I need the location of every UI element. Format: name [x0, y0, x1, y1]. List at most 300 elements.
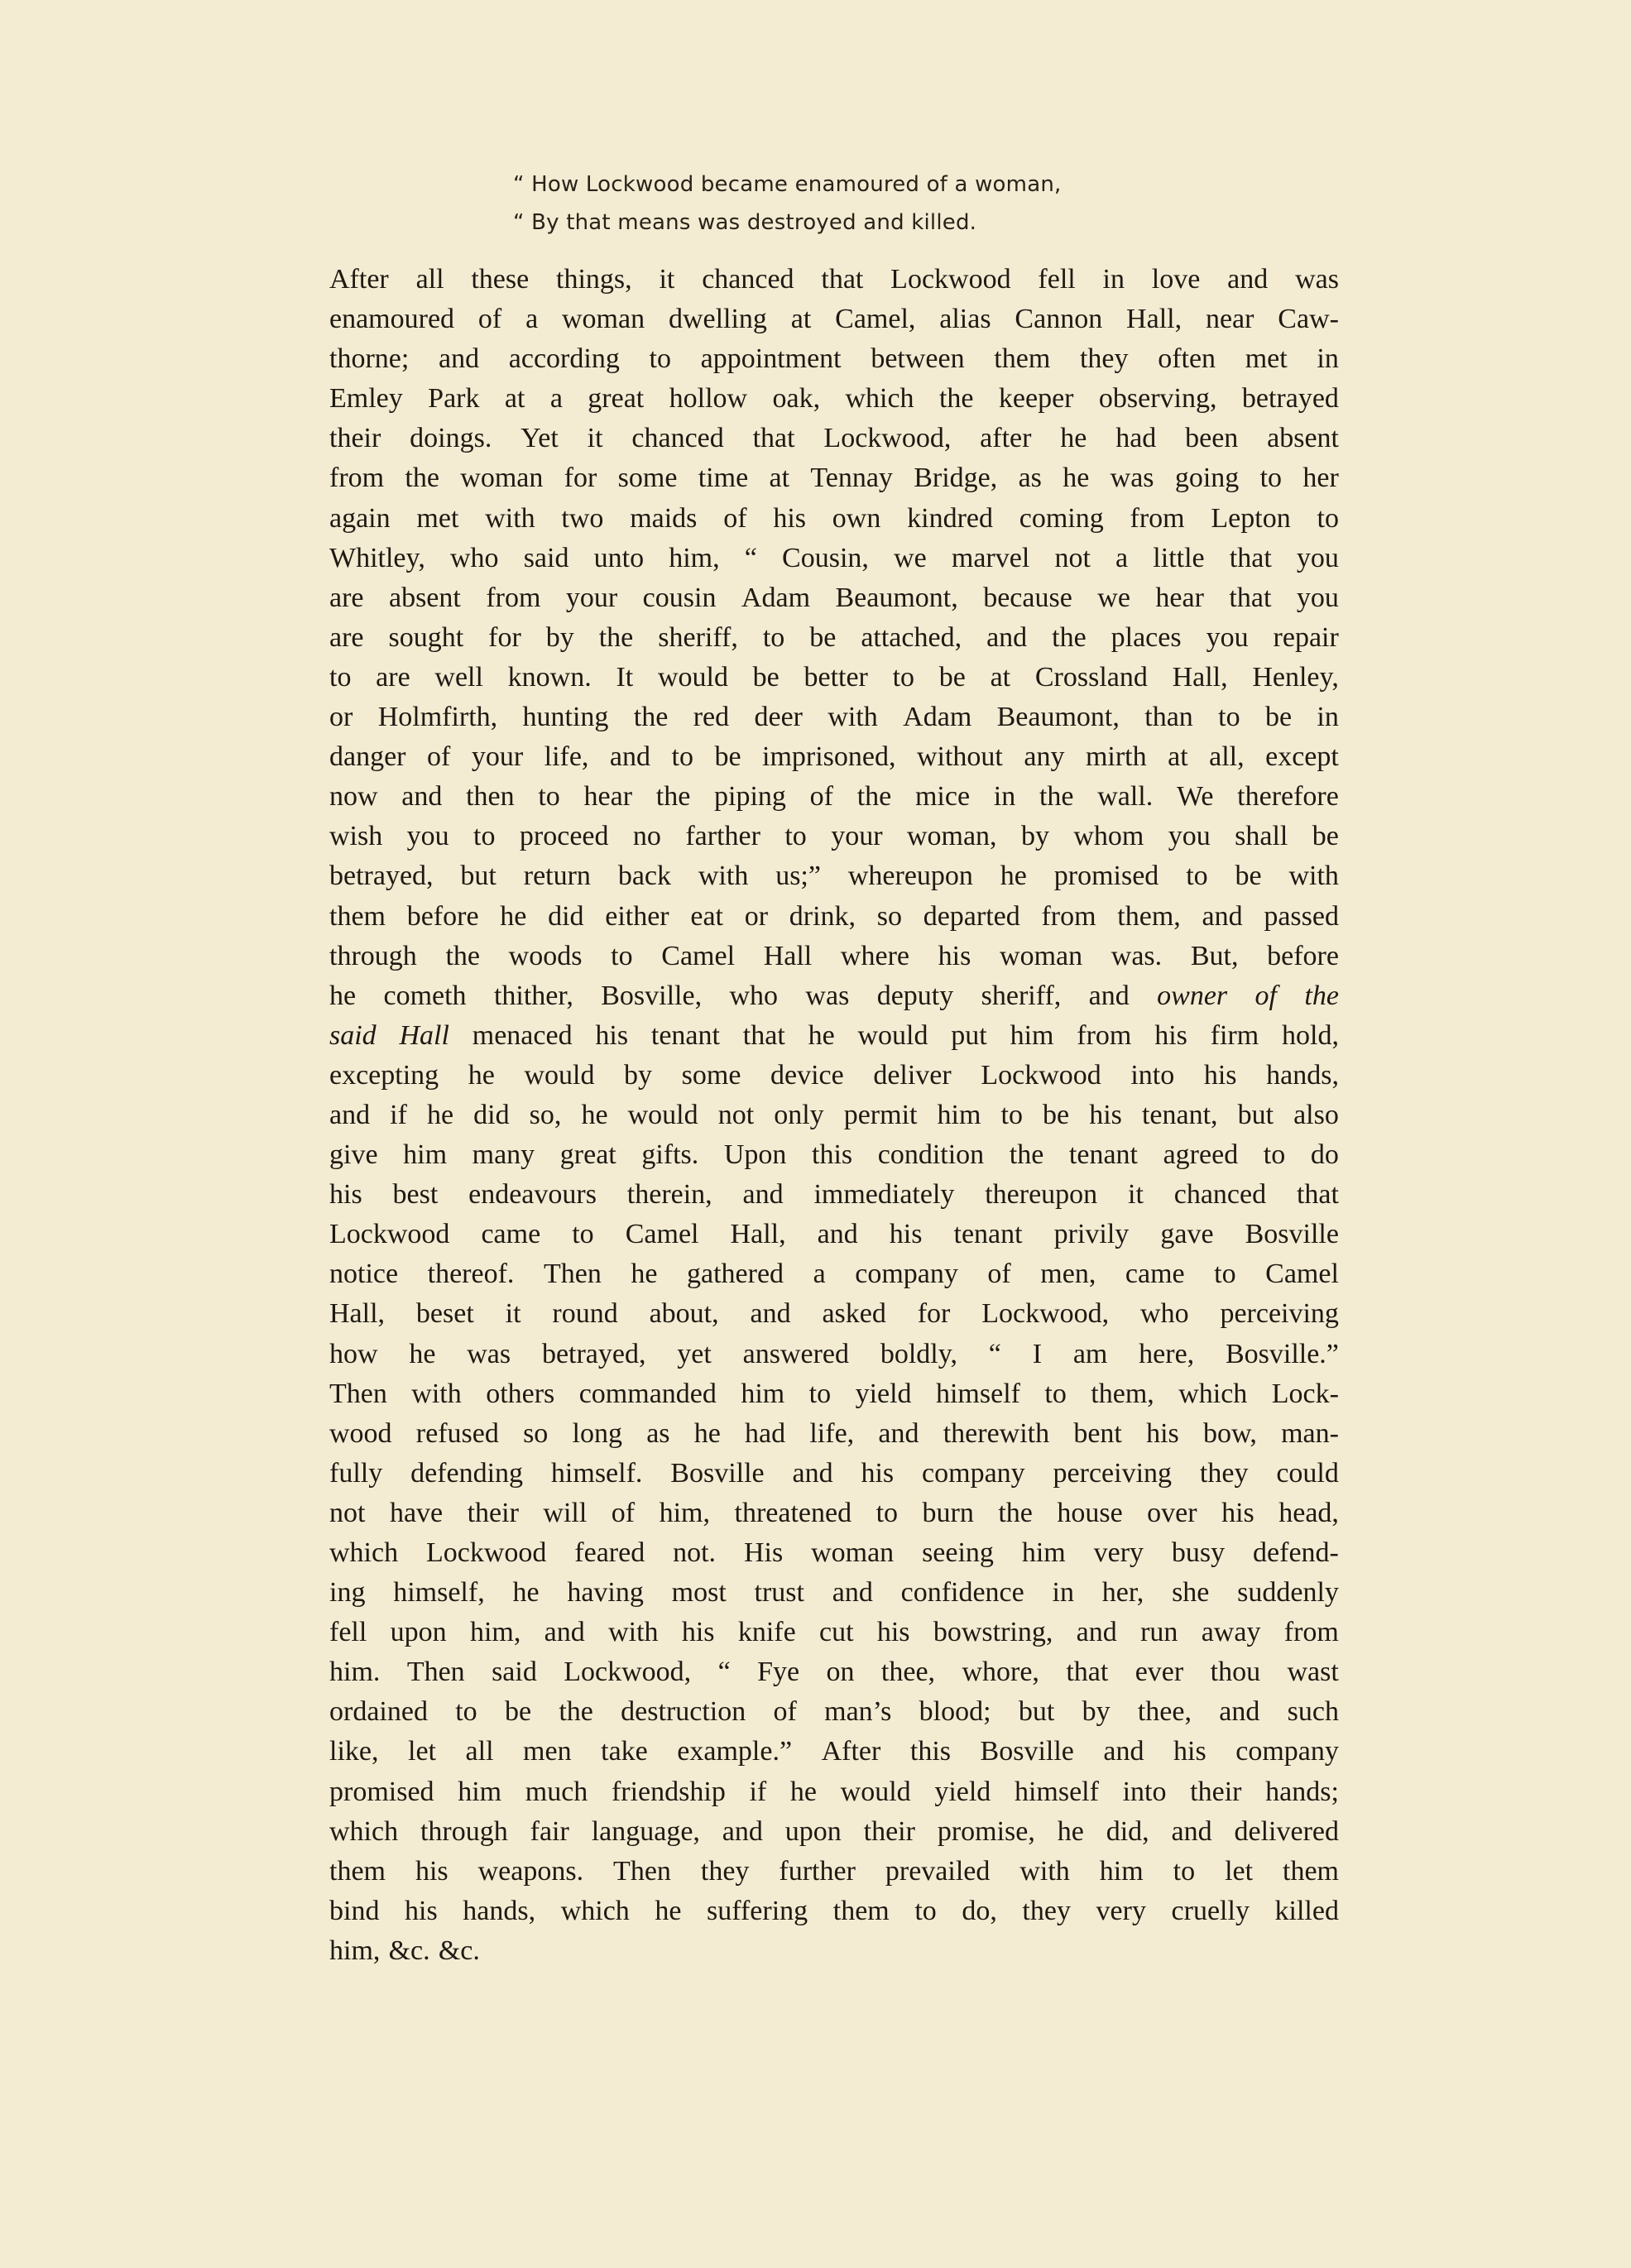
word: and	[1202, 900, 1243, 932]
text-line	[329, 1613, 1339, 1652]
word: to	[329, 661, 352, 693]
word: be	[809, 621, 837, 653]
word: but	[1018, 1696, 1055, 1728]
word: himself.	[550, 1457, 643, 1489]
word: deliver	[873, 1059, 952, 1091]
word: was	[805, 980, 850, 1011]
word: to	[914, 1895, 937, 1926]
word: his	[1089, 1099, 1122, 1130]
word: he	[468, 1059, 495, 1091]
word: tenant	[1068, 1139, 1138, 1171]
word: imprisoned,	[762, 741, 896, 773]
word: feared	[574, 1537, 645, 1568]
word: woods	[508, 940, 583, 971]
word: you	[1206, 621, 1249, 653]
word: did,	[1106, 1815, 1149, 1847]
word: confidence	[900, 1577, 1024, 1609]
word: met	[416, 502, 459, 534]
word: which	[845, 383, 914, 415]
word: also	[1293, 1099, 1339, 1130]
word: Hall,	[1126, 304, 1182, 335]
verse-heading	[513, 165, 1175, 242]
word: their	[1190, 1776, 1242, 1807]
text-line	[329, 1652, 1339, 1692]
word: and	[1088, 980, 1130, 1011]
word: by	[1020, 821, 1049, 852]
word: Emley	[329, 383, 403, 415]
word: own	[832, 502, 881, 534]
word: company	[855, 1259, 958, 1290]
word: did	[548, 900, 584, 932]
word: of	[987, 1259, 1011, 1290]
word: absent	[388, 582, 461, 613]
word: Yet	[520, 423, 559, 454]
word: language,	[591, 1815, 700, 1847]
text-line	[329, 1335, 1339, 1374]
text-line	[329, 1175, 1339, 1215]
word: hollow	[669, 383, 748, 415]
text-line	[329, 1692, 1339, 1732]
word: appointment	[700, 343, 842, 375]
word: Park	[428, 383, 480, 415]
word: things,	[556, 264, 632, 295]
word: farther	[685, 821, 760, 852]
word: observing,	[1098, 383, 1217, 415]
word: and	[1219, 1696, 1260, 1728]
word: wall.	[1097, 781, 1154, 813]
word: so,	[529, 1099, 562, 1130]
word: they	[1199, 1457, 1249, 1489]
word: Camel	[1265, 1259, 1339, 1290]
word: bow,	[1203, 1417, 1257, 1449]
word: hands,	[463, 1895, 536, 1926]
word: are	[329, 582, 364, 613]
word: wast	[1287, 1657, 1339, 1688]
word: we	[894, 542, 927, 573]
word: the	[998, 1497, 1033, 1528]
word: to	[1186, 861, 1208, 892]
text-line	[329, 1494, 1339, 1533]
text-line	[329, 737, 1339, 777]
word: busy	[1171, 1537, 1226, 1568]
word: thither,	[493, 980, 573, 1011]
word: woman	[460, 463, 544, 494]
word: as	[646, 1417, 670, 1449]
word: yet	[677, 1338, 712, 1369]
word: not.	[673, 1537, 717, 1568]
word: he	[693, 1417, 721, 1449]
word: at	[990, 661, 1011, 693]
word: yield	[855, 1378, 912, 1409]
word: fell	[1038, 264, 1076, 295]
word: little	[1153, 542, 1205, 573]
word: before	[406, 900, 479, 932]
word: many	[472, 1139, 535, 1171]
word: at	[769, 463, 790, 494]
word: his	[1203, 1059, 1237, 1091]
word: are	[329, 621, 364, 653]
word: at	[1168, 741, 1188, 773]
word: such	[1287, 1696, 1339, 1728]
word: proceed	[519, 821, 609, 852]
word: he	[655, 1895, 682, 1926]
word: from	[1041, 900, 1096, 932]
text-line	[329, 1772, 1339, 1812]
word: to	[538, 781, 560, 813]
word: and	[986, 621, 1028, 653]
word: have	[389, 1497, 444, 1528]
word: the	[938, 383, 974, 415]
word: time	[698, 463, 749, 494]
word: excepting	[329, 1059, 439, 1091]
word: and	[878, 1417, 919, 1449]
text-line	[329, 698, 1339, 737]
word: beset	[415, 1298, 474, 1330]
word: himself,	[393, 1577, 485, 1609]
word: of	[809, 781, 833, 813]
word: run	[1140, 1617, 1178, 1648]
word: to	[1214, 1259, 1236, 1290]
word: better	[804, 661, 868, 693]
word: delivered	[1234, 1815, 1339, 1847]
word: it	[659, 264, 675, 295]
word: he	[500, 900, 527, 932]
word: had	[1115, 423, 1157, 454]
word: take	[601, 1736, 648, 1767]
word: passed	[1264, 900, 1339, 932]
word: by	[545, 621, 574, 653]
word: gathered	[687, 1259, 784, 1290]
word: gifts.	[641, 1139, 699, 1171]
word: or	[744, 900, 769, 932]
word: she	[1172, 1577, 1210, 1609]
text-line	[329, 539, 1339, 578]
text-line	[329, 1533, 1339, 1573]
word: he	[1063, 463, 1090, 494]
word: you	[406, 821, 449, 852]
word: company	[1235, 1736, 1339, 1767]
word: all	[415, 264, 444, 295]
word: promised	[329, 1776, 434, 1807]
word: be	[938, 661, 966, 693]
word: was	[1110, 463, 1154, 494]
word: let	[408, 1736, 436, 1767]
word: the	[633, 702, 669, 733]
word: wish	[329, 821, 383, 852]
word: all,	[1209, 741, 1245, 773]
word: Bosville.”	[1225, 1338, 1339, 1369]
word: prevailed	[885, 1855, 991, 1887]
word: from	[1283, 1617, 1339, 1648]
word: to	[808, 1378, 832, 1409]
word: on	[826, 1657, 855, 1688]
word: and	[832, 1577, 873, 1609]
word: like,	[329, 1736, 379, 1767]
word: you	[1296, 582, 1339, 613]
word: only	[774, 1099, 824, 1130]
word: of	[477, 304, 502, 335]
word: therein,	[626, 1179, 712, 1211]
word: and	[722, 1815, 763, 1847]
word: “	[717, 1657, 731, 1688]
text-line	[329, 458, 1339, 498]
word: great	[588, 383, 645, 415]
word: his	[1173, 1736, 1206, 1767]
word: blood;	[919, 1696, 991, 1728]
word: Caw-	[1278, 304, 1339, 335]
word: sought	[388, 621, 464, 653]
word: and	[792, 1457, 833, 1489]
word: Camel	[661, 940, 736, 971]
text-line	[329, 1374, 1339, 1414]
word: the	[1052, 621, 1087, 653]
text-line	[329, 897, 1339, 937]
word: danger	[329, 741, 406, 773]
word: return	[523, 861, 591, 892]
word: would	[627, 1099, 698, 1130]
word: fell	[329, 1617, 367, 1648]
word: hands,	[1266, 1059, 1339, 1091]
word: and	[439, 343, 480, 375]
word: in	[1317, 702, 1339, 733]
word: near	[1205, 304, 1254, 335]
word: chanced	[631, 423, 724, 454]
word: his	[1146, 1417, 1179, 1449]
word: defend-	[1253, 1537, 1339, 1568]
word: chanced	[1173, 1179, 1267, 1211]
word: thee,	[880, 1657, 936, 1688]
word: came	[481, 1219, 541, 1250]
word: be	[1043, 1099, 1070, 1130]
word: him,	[669, 542, 720, 573]
word: Lockwood,	[564, 1657, 692, 1688]
text-line	[329, 937, 1339, 976]
word: according	[508, 343, 620, 375]
word: they	[1022, 1895, 1071, 1926]
word: woman,	[906, 821, 997, 852]
word: Hall,	[329, 1298, 386, 1330]
word: who	[1140, 1298, 1189, 1330]
text-line	[329, 260, 1339, 300]
word: tenant	[953, 1219, 1023, 1250]
word: life,	[809, 1417, 855, 1449]
word: very	[1093, 1537, 1144, 1568]
word: woman	[1000, 940, 1083, 971]
word: well	[434, 661, 483, 693]
word: him,	[659, 1497, 711, 1528]
word: Hall,	[730, 1219, 786, 1250]
word: would	[657, 661, 728, 693]
text-line	[329, 856, 1339, 896]
word: great	[559, 1139, 616, 1171]
text-line	[329, 777, 1339, 817]
word: in	[1102, 264, 1125, 295]
word: through	[420, 1815, 508, 1847]
word: hands;	[1265, 1776, 1339, 1807]
word: Whitley,	[329, 542, 425, 573]
word: his	[773, 502, 806, 534]
word: of	[427, 741, 451, 773]
text-line	[329, 1732, 1339, 1772]
word: this	[909, 1736, 951, 1767]
word: to	[671, 741, 693, 773]
word: absent	[1267, 423, 1339, 454]
word: house	[1057, 1497, 1123, 1528]
word: be	[1312, 821, 1339, 852]
word: and	[401, 781, 443, 813]
word: did	[473, 1099, 510, 1130]
word: betrayed,	[541, 1338, 646, 1369]
word: and	[742, 1179, 784, 1211]
verse-line-1: “ How Lockwood became enamoured of a woman,	[513, 172, 1062, 197]
word: refused	[415, 1417, 499, 1449]
word: them,	[1091, 1378, 1154, 1409]
word: do,	[962, 1895, 997, 1926]
word: Bosville	[980, 1736, 1074, 1767]
word: but	[460, 861, 496, 892]
word: in	[1317, 343, 1339, 375]
text-line	[329, 658, 1339, 698]
word: he	[409, 1338, 436, 1369]
word: cut	[819, 1617, 854, 1648]
text-line	[329, 1016, 1339, 1056]
word: he	[427, 1099, 454, 1130]
word: him	[937, 1099, 981, 1130]
word: bent	[1073, 1417, 1122, 1449]
word: doings.	[410, 423, 492, 454]
word: him,	[469, 1617, 521, 1648]
word: example.”	[677, 1736, 793, 1767]
text-line	[329, 1852, 1339, 1892]
word: mice	[914, 781, 971, 813]
word: us;”	[775, 861, 821, 892]
word: marvel	[951, 542, 1030, 573]
word: so	[876, 900, 902, 932]
word: red	[693, 702, 730, 733]
word: weapons.	[477, 1855, 584, 1887]
word: eat	[690, 900, 723, 932]
word: whereupon	[847, 861, 973, 892]
word: After	[329, 264, 389, 295]
text-line	[329, 976, 1339, 1016]
word: we	[1097, 582, 1130, 613]
word: seeing	[922, 1537, 994, 1568]
word: to	[611, 940, 633, 971]
word: “	[988, 1338, 1001, 1369]
word: these	[471, 264, 530, 295]
word: at	[504, 383, 525, 415]
word: &c.	[438, 1935, 480, 1966]
word: Lockwood	[329, 1219, 450, 1250]
word: enamoured	[329, 304, 455, 335]
word: permit	[843, 1099, 918, 1130]
text-line	[329, 1573, 1339, 1613]
text-line	[329, 618, 1339, 658]
word: to	[1218, 702, 1240, 733]
word: would	[857, 1019, 928, 1051]
word: wood	[329, 1417, 392, 1449]
word: his	[938, 940, 971, 971]
word: could	[1276, 1457, 1339, 1489]
word: his	[876, 1617, 910, 1648]
word: back	[617, 861, 671, 892]
word: gave	[1160, 1219, 1214, 1250]
word: cruelly	[1171, 1895, 1250, 1926]
word: them	[329, 1855, 386, 1887]
word: His	[743, 1537, 784, 1568]
word: promised	[1053, 861, 1159, 892]
word: Then	[543, 1259, 602, 1290]
word: Bosville,	[601, 980, 703, 1011]
word: not	[329, 1497, 366, 1528]
word: owner	[1157, 980, 1228, 1011]
word: without	[916, 741, 1003, 773]
text-line	[329, 1096, 1339, 1135]
word: are	[376, 661, 410, 693]
word: to	[875, 1497, 899, 1528]
word: drink,	[789, 900, 856, 932]
word: how	[329, 1338, 378, 1369]
word: into	[1122, 1776, 1167, 1807]
word: his	[889, 1219, 923, 1250]
text-line	[329, 1135, 1339, 1175]
word: firm	[1210, 1019, 1259, 1051]
word: friendship	[611, 1776, 726, 1807]
word: Crossland	[1034, 661, 1148, 693]
word: burn	[922, 1497, 974, 1528]
word: the	[1304, 980, 1339, 1011]
word: them	[1283, 1855, 1339, 1887]
word: woman	[811, 1537, 895, 1568]
word: than	[1144, 702, 1193, 733]
word: chanced	[702, 264, 794, 295]
word: that	[1229, 542, 1272, 573]
word: him,	[329, 1935, 381, 1966]
word: Hall	[763, 940, 813, 971]
word: with	[698, 861, 749, 892]
word: am	[1072, 1338, 1108, 1369]
word: thereupon	[985, 1179, 1098, 1211]
word: Hall,	[1172, 661, 1228, 693]
word: perceiving	[1220, 1298, 1339, 1330]
word: and	[1227, 264, 1269, 295]
word: yield	[934, 1776, 991, 1807]
word: fair	[530, 1815, 569, 1847]
text-line	[329, 1254, 1339, 1294]
word: Lockwood	[981, 1059, 1101, 1091]
word: them	[994, 343, 1051, 375]
word: all	[465, 1736, 494, 1767]
word: said	[329, 1019, 377, 1051]
word: endeavours	[468, 1179, 597, 1211]
word: knife	[737, 1617, 796, 1648]
word: attached,	[861, 621, 962, 653]
word: but	[1237, 1099, 1274, 1130]
word: they	[1079, 343, 1129, 375]
word: they	[700, 1855, 750, 1887]
word: Holmfirth,	[377, 702, 498, 733]
word: Bosville	[1245, 1219, 1339, 1250]
word: in	[1052, 1577, 1074, 1609]
word: then	[466, 781, 515, 813]
word: Upon	[723, 1139, 787, 1171]
word: to	[1263, 1139, 1286, 1171]
word: to	[762, 621, 785, 653]
word: will	[543, 1497, 588, 1528]
word: Lock-	[1271, 1378, 1339, 1409]
word: into	[1130, 1059, 1175, 1091]
word: suffering	[707, 1895, 808, 1926]
